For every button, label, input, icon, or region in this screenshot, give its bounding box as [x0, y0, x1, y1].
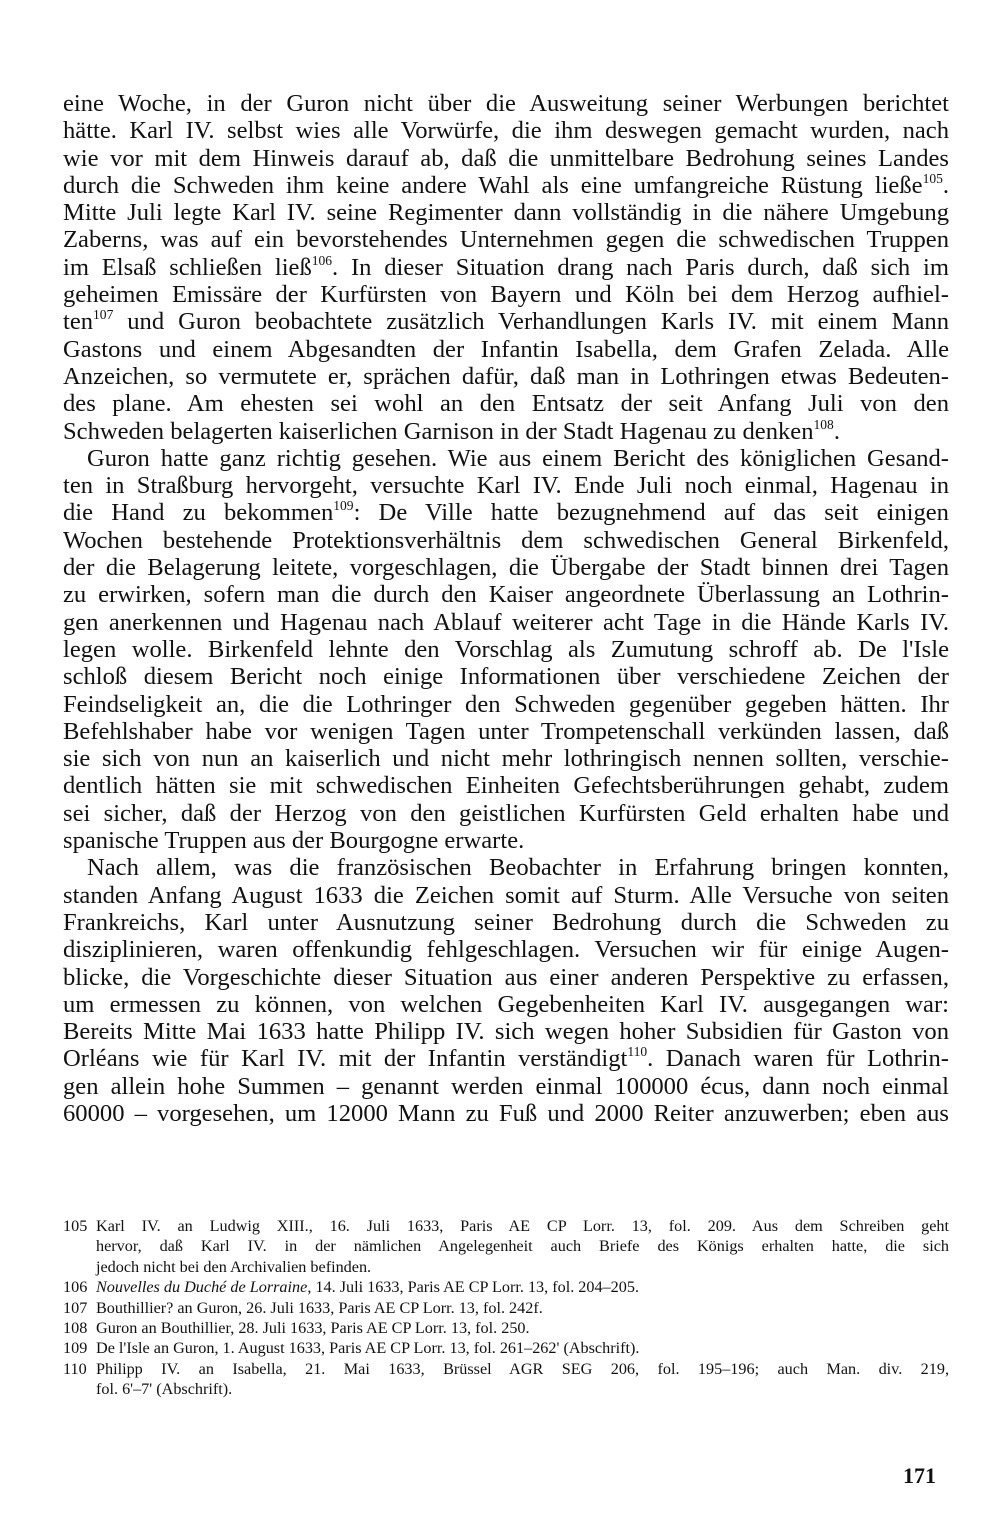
text-line — [63, 745, 949, 772]
line-text: hätte. Karl IV. selbst wies alle Vorwürfe, die ihm deswegen gemacht wurden, nach — [63, 117, 949, 145]
text-line — [63, 254, 949, 281]
text-line — [63, 691, 949, 718]
footnote-line: Guron an Bouthillier, 28. Juli 1633, Paris AE CP Lorr. 13, fol. 250. — [96, 1319, 530, 1338]
text-line — [63, 199, 949, 226]
text-line — [63, 145, 949, 172]
footnote — [63, 1338, 949, 1358]
main-text — [63, 90, 949, 1127]
footnote-number: 108 — [63, 1319, 88, 1338]
text-line — [63, 581, 949, 608]
footnote-marker: 106 — [311, 252, 333, 268]
line-text: blicke, die Vorgeschichte dieser Situation aus einer anderen Perspektive zu erfassen, — [63, 963, 949, 991]
line-text: ten in Straßburg hervorgeht, versuchte Karl IV. Ende Juli noch einmal, Hagenau in — [63, 472, 949, 500]
footnote-number: 105 — [63, 1217, 88, 1235]
footnote-title: Nouvelles du Duché de Lorraine — [96, 1278, 308, 1297]
line-text: Wochen bestehende Protektionsverhältnis dem schwedischen General Birkenfeld, — [63, 526, 949, 554]
text-line — [63, 663, 949, 690]
footnote-number: 107 — [63, 1298, 88, 1317]
text-line — [63, 609, 949, 636]
line-text: um ermessen zu können, von welchen Gegebenheiten Karl IV. ausgegangen war: — [63, 990, 949, 1018]
footnote-line: Bouthillier? an Guron, 26. Juli 1633, Paris AE CP Lorr. 13, fol. 242f. — [96, 1298, 543, 1317]
line-text: ten — [63, 308, 94, 336]
footnote-line: jedoch nicht bei den Archivalien befinden. — [96, 1257, 372, 1276]
line-text: geheimen Emissäre der Kurfürsten von Bayern und Köln bei dem Herzog aufhiel- — [63, 281, 949, 309]
text-line — [63, 308, 949, 335]
line-text: Mitte Juli legte Karl IV. seine Regimenter dann vollständig in die nähere Umgebung — [63, 199, 949, 227]
line-text: disziplinieren, waren offenkundig fehlgeschlagen. Versuchen wir für einige Augen- — [63, 936, 949, 964]
line-text: Befehlshaber habe vor wenigen Tagen unter Trompetenschall verkünden lassen, daß — [63, 717, 949, 745]
line-text: Anzeichen, so vermutete er, sprächen dafür, daß man in Lothringen etwas Bedeuten- — [63, 362, 949, 390]
text-line — [63, 281, 949, 308]
text-line — [63, 418, 949, 445]
line-text-continued: . — [833, 417, 840, 445]
footnote — [63, 1277, 949, 1297]
text-line — [63, 472, 949, 499]
line-text: eine Woche, in der Guron nicht über die Ausweitung seiner Werbungen berichtet — [63, 90, 949, 117]
text-line — [63, 363, 949, 390]
text-line — [63, 854, 949, 881]
line-text: sei sicher, daß der Herzog von den geistlichen Kurfürsten Geld erhalten habe und — [63, 799, 949, 827]
text-line — [63, 936, 949, 963]
line-text-continued: . — [942, 171, 949, 199]
line-text: standen Anfang August 1633 die Zeichen somit auf Sturm. Alle Versuche von seiten — [63, 881, 949, 909]
line-text: der die Belagerung leitete, vorgeschlagen, die Übergabe der Stadt binnen drei Tagen — [63, 554, 949, 582]
page-number: 171 — [903, 1463, 936, 1488]
footnote-line: hervor, daß Karl IV. in der nämlichen Angelegenheit auch Briefe des Königs erhalten hatte, die sich — [96, 1237, 949, 1256]
footnote-number: 110 — [63, 1359, 87, 1378]
text-line — [63, 964, 949, 991]
line-text: wie vor mit dem Hinweis darauf ab, daß die unmittelbare Bedrohung seines Landes — [63, 144, 949, 172]
text-line — [63, 991, 949, 1018]
footnote-marker: 105 — [922, 170, 943, 186]
footnote-marker: 109 — [333, 498, 354, 514]
line-text: durch die Schweden ihm keine andere Wahl als eine umfangreiche Rüstung ließe — [63, 171, 923, 199]
text-line — [63, 636, 949, 663]
line-text-continued: . Danach waren für Lothrin- — [647, 1045, 949, 1073]
line-text: Nach allem, was die französischen Beobachter in Erfahrung bringen konnten, — [87, 854, 949, 882]
text-line — [63, 445, 949, 472]
line-text: legen wolle. Birkenfeld lehnte den Vorschlag als Zumutung schroff ab. De l'Isle — [63, 635, 949, 663]
text-line — [63, 1100, 949, 1127]
footnote-number: 106 — [63, 1278, 88, 1297]
footnote — [63, 1359, 949, 1400]
text-line — [63, 1045, 949, 1072]
line-text: des plane. Am ehesten sei wohl an den Entsatz der seit Anfang Juli von den — [63, 390, 949, 418]
line-text: Bereits Mitte Mai 1633 hatte Philipp IV. sich wegen hoher Subsidien für Gaston von — [63, 1018, 949, 1046]
line-text: zu erwirken, sofern man die durch den Kaiser angeordnete Überlassung an Lothrin- — [63, 581, 949, 609]
line-text-continued: und Guron beobachtete zusätzlich Verhandlungen Karls IV. mit einem Mann — [113, 308, 949, 336]
text-line — [63, 172, 949, 199]
footnote-marker: 110 — [627, 1044, 648, 1060]
footnote — [63, 1216, 949, 1277]
text-line — [63, 390, 949, 417]
footnote — [63, 1298, 949, 1318]
footnote-line: Philipp IV. an Isabella, 21. Mai 1633, Brüssel AGR SEG 206, fol. 195–196; auch Man. div. 219, — [96, 1359, 949, 1378]
line-text: spanische Truppen aus der Bourgogne erwarte. — [63, 827, 525, 855]
line-text: dentlich hätten sie mit schwedischen Einheiten Gefechtsberührungen gehabt, zudem — [63, 772, 949, 800]
text-line — [63, 882, 949, 909]
text-line — [63, 499, 949, 526]
text-line — [63, 226, 949, 253]
footnote-line: fol. 6'–7' (Abschrift). — [96, 1380, 233, 1399]
text-line — [63, 772, 949, 799]
text-line — [63, 117, 949, 144]
text-line — [63, 800, 949, 827]
line-text: die Hand zu bekommen — [63, 499, 334, 527]
line-text-continued: : De Ville hatte bezugnehmend auf das seit einigen — [353, 499, 949, 527]
line-text: schloß diesem Bericht noch einige Informationen über verschiedene Zeichen der — [63, 663, 949, 691]
footnote-line — [96, 1277, 949, 1297]
line-text: gen allein hohe Summen – genannt werden einmal 100000 écus, dann noch einmal — [63, 1072, 949, 1100]
line-text-continued: . In dieser Situation drang nach Paris durch, daß sich im — [332, 253, 949, 281]
text-line — [63, 527, 949, 554]
text-line — [63, 718, 949, 745]
text-line — [63, 827, 949, 854]
line-text: Gastons und einem Abgesandten der Infantin Isabella, dem Grafen Zelada. Alle — [63, 335, 949, 363]
text-line — [63, 1018, 949, 1045]
line-text: Schweden belagerten kaiserlichen Garnison in der Stadt Hagenau zu denken — [63, 417, 814, 445]
footnote-line: Karl IV. an Ludwig XIII., 16. Juli 1633, Paris AE CP Lorr. 13, fol. 209. Aus dem Schreiben geht — [96, 1217, 949, 1235]
text-line — [63, 1073, 949, 1100]
line-text: Zaberns, was auf ein bevorstehendes Unternehmen gegen die schwedischen Truppen — [63, 226, 949, 254]
line-text: Orléans wie für Karl IV. mit der Infantin verständigt — [63, 1045, 628, 1073]
line-text: 60000 – vorgesehen, um 12000 Mann zu Fuß und 2000 Reiter anzuwerben; eben aus — [63, 1099, 949, 1127]
text-line — [63, 90, 949, 117]
line-text: Frankreichs, Karl unter Ausnutzung seiner Bedrohung durch die Schweden zu — [63, 908, 949, 936]
text-line — [63, 554, 949, 581]
footnote-marker: 107 — [93, 307, 114, 323]
line-text: sie sich von nun an kaiserlich und nicht mehr lothringisch nennen sollten, verschie- — [63, 745, 949, 773]
footnotes — [63, 1216, 949, 1400]
line-text: im Elsaß schließen ließ — [63, 253, 312, 281]
text-line — [63, 909, 949, 936]
footnote-number: 109 — [63, 1339, 88, 1358]
line-text: gen anerkennen und Hagenau nach Ablauf weiterer acht Tage in die Hände Karls IV. — [63, 608, 949, 636]
footnote-line: De l'Isle an Guron, 1. August 1633, Paris AE CP Lorr. 13, fol. 261–262' (Abschrift). — [96, 1339, 640, 1358]
footnote-text: , 14. Juli 1633, Paris AE CP Lorr. 13, fol. 204–205. — [307, 1278, 640, 1297]
footnote — [63, 1318, 949, 1338]
line-text: Feindseligkeit an, die die Lothringer den Schweden gegenüber gegeben hätten. Ihr — [63, 690, 949, 718]
line-text: Guron hatte ganz richtig gesehen. Wie aus einem Bericht des königlichen Gesand- — [87, 444, 949, 472]
footnote-marker: 108 — [813, 416, 834, 432]
text-line — [63, 336, 949, 363]
